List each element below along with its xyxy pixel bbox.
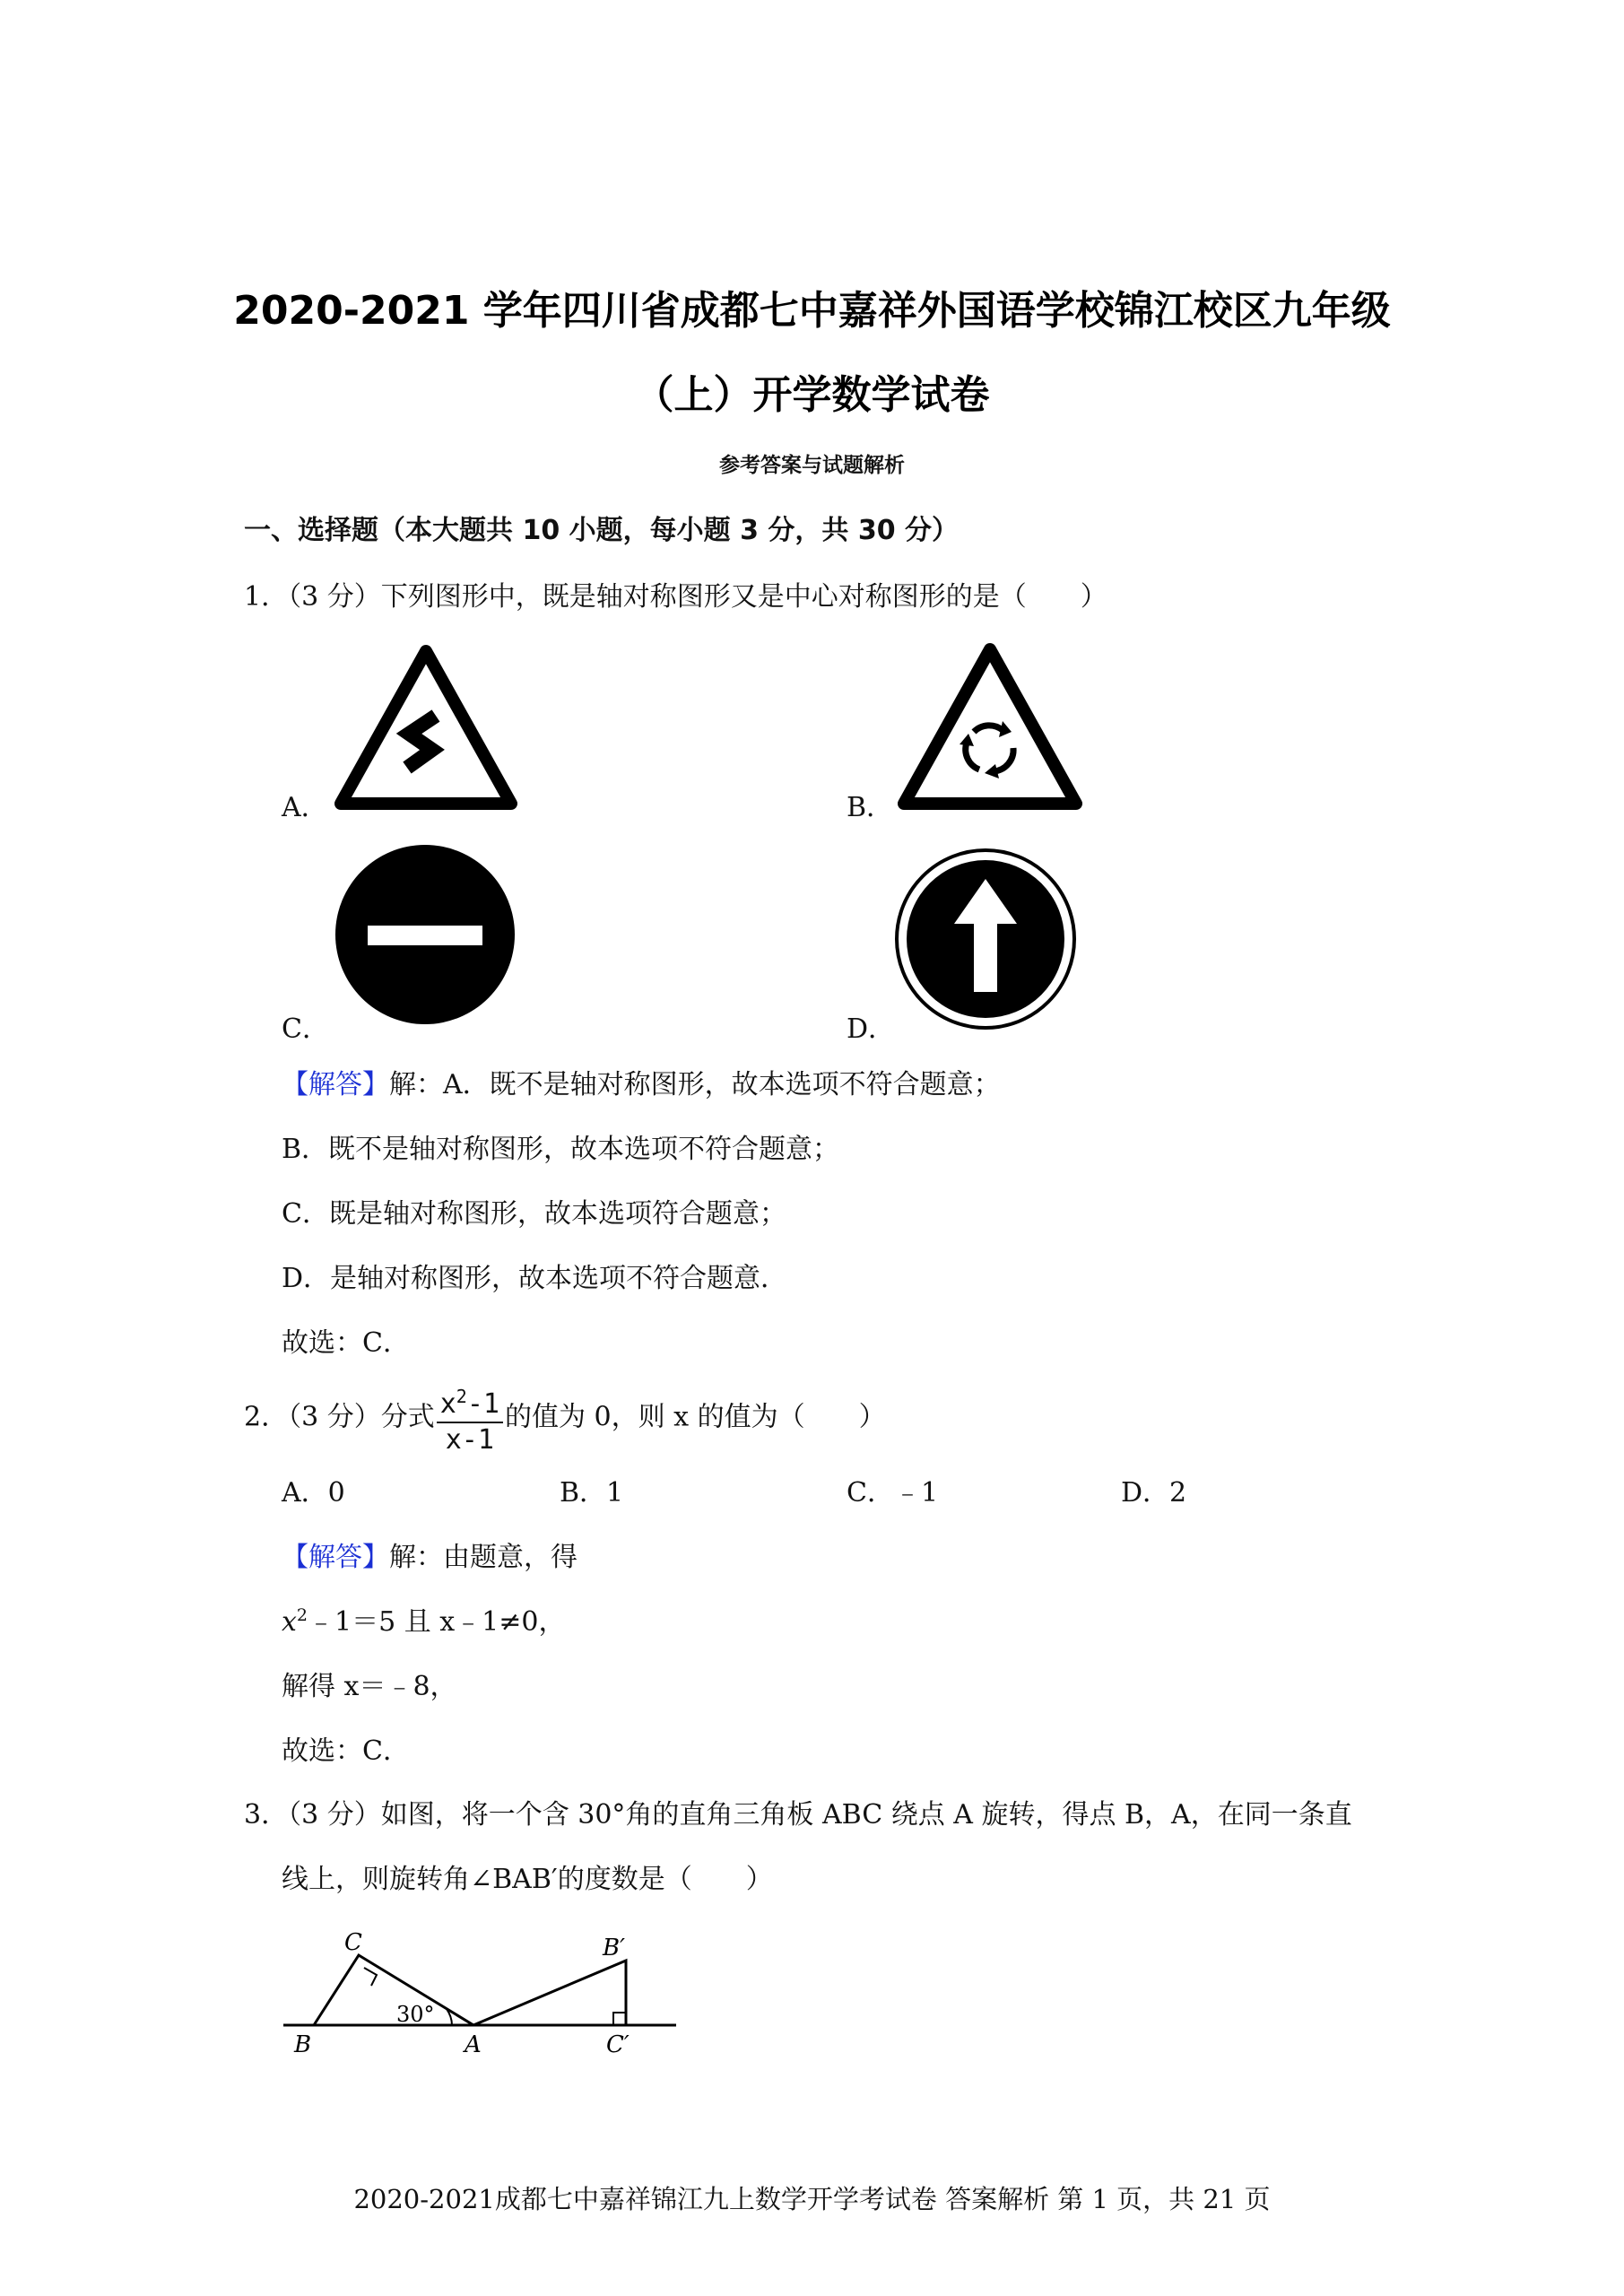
q1-option-d-label: D． [847, 1013, 896, 1045]
straight-ahead-sign-icon [893, 847, 1078, 1031]
q2-option-c: C．﹣1 [847, 1477, 939, 1509]
triangle-ab-c [473, 1961, 626, 2025]
label-c-prime: C′ [606, 2031, 630, 2058]
label-b: B [294, 2031, 312, 2058]
section-heading: 一、选择题（本大题共 10 小题，每小题 3 分，共 30 分） [244, 515, 960, 546]
q2-stem: 2．（3 分）分式 $\frac{x^2-1}{x-1}$ 的值为 0，则 x 的值为（ ） [244, 1379, 886, 1457]
q2-conclusion: 故选：C． [282, 1735, 410, 1767]
no-entry-sign-icon [334, 843, 517, 1026]
answer-tag: 【解答】 [282, 1069, 389, 1100]
q1-answer-line-1: 【解答】解：A．既不是轴对称图形，故本选项不符合题意； [282, 1069, 1001, 1100]
q2-answer-line-1: 【解答】解：由题意，得 [282, 1542, 578, 1573]
q3-stem-line-1: 3．（3 分）如图，将一个含 30°角的直角三角板 ABC 绕点 A 旋转，得点 B，A，在同一条直 [244, 1799, 1352, 1831]
q2-solve-line: 解得 x＝﹣8， [282, 1671, 457, 1702]
page-footer: 2020-2021成都七中嘉祥锦江九上数学开学考试卷 答案解析 第 1 页，共 21 页 [353, 2184, 1271, 2214]
fraction: $\frac{x^2-1}{x-1}$ [437, 1379, 503, 1457]
q1-stem: 1．（3 分）下列图形中，既是轴对称图形又是中心对称图形的是（ ） [244, 581, 1107, 613]
label-a: A [465, 2031, 482, 2058]
right-angle-mark-cp [613, 2013, 626, 2025]
q1-option-b-label: B． [847, 792, 894, 823]
document-title-line1: 2020-2021 学年四川省成都七中嘉祥外国语学校锦江校区九年级 [233, 288, 1391, 334]
q1-answer-line-4: D．是轴对称图形，故本选项不符合题意． [282, 1263, 788, 1294]
label-b-prime: B′ [603, 1935, 626, 1961]
q1-option-a-label: A． [282, 792, 328, 823]
label-angle: 30° [396, 2002, 435, 2027]
answer-tag: 【解答】 [282, 1542, 389, 1573]
label-c: C [344, 1929, 362, 1956]
q2-option-b: B．1 [560, 1477, 624, 1509]
document-subtitle: 参考答案与试题解析 [719, 454, 905, 477]
rotation-triangle-figure [278, 1919, 682, 2063]
winding-road-sign-icon [332, 644, 520, 811]
right-angle-mark-c [364, 1968, 377, 1986]
q3-stem-line-2: 线上，则旋转角∠BAB′的度数是（ ） [282, 1864, 773, 1895]
q2-equation: $x^2﹣1=5$ 且 x﹣1≠0， [282, 1605, 566, 1638]
q1-answer-line-3: C．既是轴对称图形，故本选项符合题意； [282, 1198, 786, 1230]
q1-conclusion: 故选：C． [282, 1327, 410, 1359]
q1-option-c-label: C． [282, 1013, 329, 1045]
q1-answer-line-2: B．既不是轴对称图形，故本选项不符合题意； [282, 1134, 840, 1165]
q2-option-d: D．2 [1121, 1477, 1187, 1509]
roundabout-sign-icon [895, 642, 1085, 813]
q2-option-a: A．0 [282, 1477, 345, 1509]
document-title-line2: （上）开学数学试卷 [634, 372, 990, 418]
